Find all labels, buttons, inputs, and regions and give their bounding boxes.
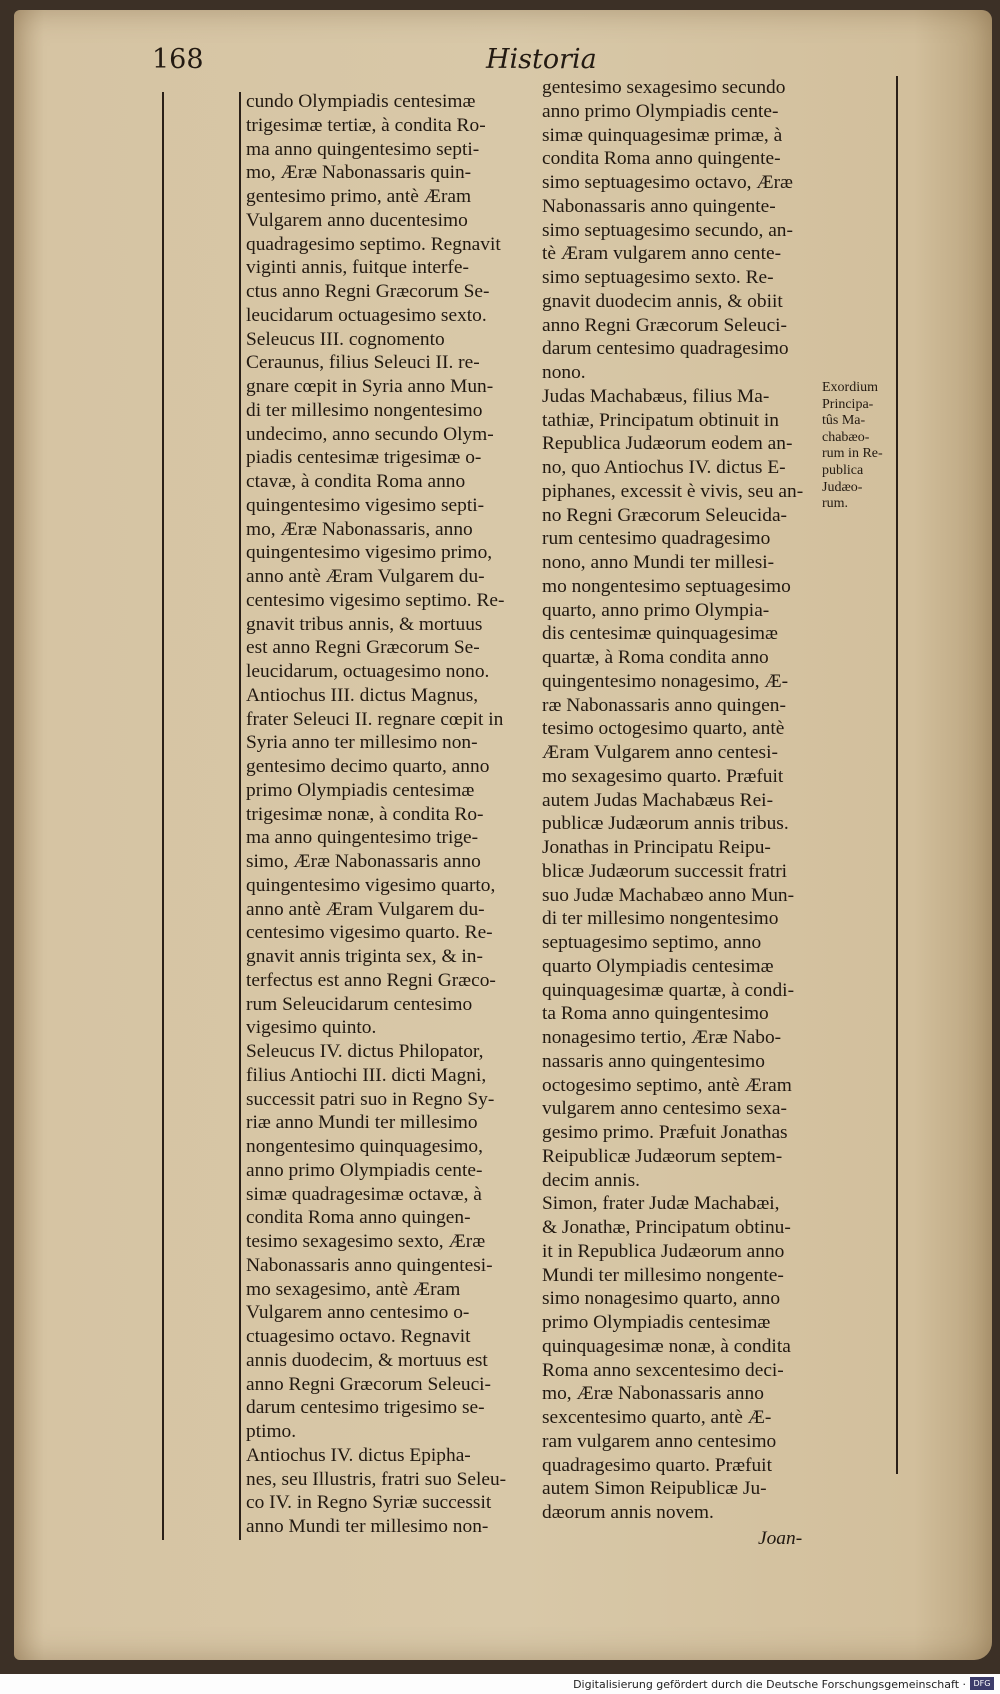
text-line: annis duodecim, & mortuus est: [246, 1349, 488, 1371]
text-line: simæ quadragesimæ octavæ, à: [246, 1183, 482, 1205]
catchword: Joan-: [758, 1528, 803, 1549]
text-line: gentesimo decimo quarto, anno: [246, 756, 490, 777]
text-line: riæ anno Mundi ter millesimo: [246, 1112, 478, 1134]
text-line: est anno Regni Græcorum Se-: [246, 637, 480, 659]
text-line: autem Judas Machabæus Rei-: [542, 789, 774, 811]
text-line: anno Regni Græcorum Seleuci-: [246, 1373, 492, 1395]
text-line: simo septuagesimo sexto. Re-: [542, 267, 774, 288]
text-line: nono.: [542, 362, 586, 383]
text-line: ctuagesimo octavo. Regnavit: [246, 1326, 471, 1347]
text-line: simo nonagesimo quarto, anno: [542, 1288, 781, 1310]
text-line: gnavit duodecim annis, & obiit: [542, 290, 783, 312]
text-line: gnare cœpit in Syria anno Mun-: [246, 376, 494, 397]
text-line: co IV. in Regno Syriæ successit: [246, 1492, 492, 1514]
text-line: simo, Æræ Nabonassaris anno: [246, 851, 481, 872]
text-line: Syria anno ter millesimo non-: [246, 732, 478, 754]
text-line: octogesimo septimo, antè Æram: [542, 1074, 792, 1096]
text-line: dæorum annis novem.: [542, 1502, 714, 1523]
text-line: leucidarum, octuagesimo nono.: [246, 661, 490, 682]
text-line: nes, seu Illustris, fratri suo Seleu-: [246, 1468, 507, 1490]
text-line: Judas Machabæus, filius Ma-: [542, 385, 770, 407]
left-column-rule-inner: [239, 92, 241, 1540]
text-line: septuagesimo septimo, anno: [542, 932, 762, 953]
text-column-left: [246, 90, 520, 1539]
text-line: dis centesimæ quinquagesimæ: [542, 623, 778, 645]
text-line: anno primo Olympiadis cente-: [246, 1159, 483, 1181]
text-line: piadis centesimæ trigesimæ o-: [246, 447, 482, 469]
text-line: gesimo primo. Præfuit Jonathas: [542, 1122, 788, 1143]
text-line: Vulgarem anno centesimo o-: [246, 1302, 470, 1324]
text-line: darum centesimo quadragesimo: [542, 338, 789, 360]
text-line: blicæ Judæorum successit fratri: [542, 860, 788, 882]
text-line: simo septuagesimo octavo, Æræ: [542, 172, 793, 193]
text-line: quinquagesimæ nonæ, à condita: [542, 1335, 791, 1357]
text-line: anno antè Æram Vulgarem du-: [246, 898, 485, 920]
text-line: publicæ Judæorum annis tribus.: [542, 813, 789, 835]
text-line: filius Antiochi III. dicti Magni,: [246, 1064, 487, 1086]
text-line: decim annis.: [542, 1169, 641, 1191]
text-line: nongentesimo quinquagesimo,: [246, 1136, 483, 1157]
text-line: quartæ, à Roma condita anno: [542, 647, 769, 668]
footer-bar: [0, 1674, 1000, 1694]
text-line: tathiæ, Principatum obtinuit in: [542, 409, 779, 431]
text-line: mo, Æræ Nabonassaris quin-: [246, 162, 472, 184]
text-line: Nabonassaris anno quingente-: [542, 195, 776, 217]
text-line: anno Mundi ter millesimo non-: [246, 1516, 489, 1537]
text-line: trigesimæ nonæ, à condita Ro-: [246, 803, 484, 825]
marginal-note-line: publica: [822, 462, 864, 478]
marginal-note: [822, 380, 898, 513]
text-line: quarto, anno primo Olympia-: [542, 599, 770, 621]
text-line: suo Judæ Machabæo anno Mun-: [542, 884, 795, 906]
text-line: mo sexagesimo, antè Æram: [246, 1278, 461, 1300]
text-line: sexcentesimo quarto, antè Æ-: [542, 1407, 772, 1428]
text-line: mo, Æræ Nabonassaris anno: [542, 1383, 764, 1405]
marginal-note-line: rum in Re-: [822, 446, 883, 462]
dfg-logo: DFG: [970, 1677, 994, 1690]
text-line: Republica Judæorum eodem an-: [542, 433, 793, 455]
marginal-note-line: tûs Ma-: [822, 413, 866, 429]
text-line: terfectus est anno Regni Græco-: [246, 969, 496, 991]
text-line: gentesimo sexagesimo secundo: [542, 77, 786, 98]
text-line: leucidarum octuagesimo sexto.: [246, 304, 487, 326]
text-line: simæ quinquagesimæ primæ, à: [542, 124, 783, 146]
text-line: Antiochus III. dictus Magnus,: [246, 684, 479, 706]
running-title: Historia: [486, 44, 597, 75]
text-line: quinquagesimæ quartæ, à condi-: [542, 979, 795, 1001]
text-line: primo Olympiadis centesimæ: [542, 1312, 771, 1333]
text-line: no Regni Græcorum Seleucida-: [542, 504, 788, 526]
text-line: frater Seleuci II. regnare cœpit in: [246, 708, 504, 730]
text-line: it in Republica Judæorum anno: [542, 1240, 785, 1262]
text-line: successit patri suo in Regno Sy-: [246, 1088, 495, 1110]
text-line: quingentesimo nonagesimo, Æ-: [542, 670, 789, 692]
footer-credit: Digitalisierung gefördert durch die Deutsche Forschungsgemeinschaft ·: [573, 1678, 966, 1691]
text-line: quarto Olympiadis centesimæ: [542, 955, 774, 977]
text-line: gentesimo primo, antè Æram: [246, 186, 472, 207]
text-line: tè Æram vulgarem anno cente-: [542, 243, 782, 265]
text-line: Seleucus III. cognomento: [246, 328, 445, 350]
text-line: quingentesimo vigesimo septi-: [246, 494, 485, 516]
text-line: trigesimæ tertiæ, à condita Ro-: [246, 114, 486, 136]
text-line: mo, Æræ Nabonassaris, anno: [246, 518, 473, 540]
text-line: Nabonassaris anno quingentesi-: [246, 1254, 493, 1276]
text-line: Antiochus IV. dictus Epipha-: [246, 1444, 471, 1466]
text-line: rum centesimo quadragesimo: [542, 528, 771, 550]
right-margin-rule: [896, 76, 898, 1474]
text-line: mo sexagesimo quarto. Præfuit: [542, 765, 784, 787]
text-line: nonagesimo tertio, Æræ Nabo-: [542, 1027, 782, 1048]
text-line: quingentesimo vigesimo primo,: [246, 542, 493, 564]
marginal-note-line: Principa-: [822, 396, 874, 412]
text-line: quadragesimo quarto. Præfuit: [542, 1454, 772, 1476]
text-line: Simon, frater Judæ Machabæi,: [542, 1193, 780, 1215]
text-line: ptimo.: [246, 1421, 297, 1442]
text-line: Roma anno sexcentesimo deci-: [542, 1359, 784, 1381]
text-line: ma anno quingentesimo trige-: [246, 827, 479, 849]
text-line: viginti annis, fuitque interfe-: [246, 257, 469, 279]
text-line: vigesimo quinto.: [246, 1017, 377, 1039]
text-line: ctavæ, à condita Roma anno: [246, 471, 466, 492]
text-line: anno antè Æram Vulgarem du-: [246, 566, 485, 587]
text-line: anno primo Olympiadis cente-: [542, 100, 779, 122]
text-line: undecimo, anno secundo Olym-: [246, 423, 494, 445]
text-line: ræ Nabonassaris anno quingen-: [542, 694, 786, 716]
text-line: vulgarem anno centesimo sexa-: [542, 1098, 787, 1120]
text-line: ctus anno Regni Græcorum Se-: [246, 281, 490, 302]
text-line: centesimo vigesimo quarto. Re-: [246, 922, 493, 944]
marginal-note-line: Judæo-: [822, 479, 863, 495]
text-line: di ter millesimo nongentesimo: [542, 908, 779, 930]
text-line: nassaris anno quingentesimo: [542, 1050, 765, 1072]
marginal-note-line: Exordium: [822, 380, 878, 395]
text-line: condita Roma anno quingen-: [246, 1207, 471, 1229]
text-line: gnavit tribus annis, & mortuus: [246, 613, 483, 635]
text-line: tesimo octogesimo quarto, antè: [542, 718, 785, 740]
marginal-note-line: rum.: [822, 496, 849, 512]
text-line: Ceraunus, filius Seleuci II. re-: [246, 352, 480, 374]
text-line: Seleucus IV. dictus Philopator,: [246, 1041, 484, 1062]
text-line: gnavit annis triginta sex, & in-: [246, 946, 483, 967]
text-line: Reipublicæ Judæorum septem-: [542, 1145, 783, 1167]
text-line: centesimo vigesimo septimo. Re-: [246, 589, 505, 611]
text-line: ram vulgarem anno centesimo: [542, 1430, 777, 1452]
text-line: darum centesimo trigesimo se-: [246, 1397, 485, 1419]
text-column-right: [542, 76, 820, 1525]
text-line: nono, anno Mundi ter millesi-: [542, 552, 775, 573]
marginal-note-line: chabæo-: [822, 429, 870, 445]
text-line: Jonathas in Principatu Reipu-: [542, 837, 771, 858]
text-line: no, quo Antiochus IV. dictus E-: [542, 457, 786, 478]
text-line: Æram Vulgarem anno centesi-: [542, 742, 778, 763]
text-line: anno Regni Græcorum Seleuci-: [542, 314, 788, 336]
text-line: quingentesimo vigesimo quarto,: [246, 874, 496, 896]
text-line: tesimo sexagesimo sexto, Æræ: [246, 1231, 486, 1252]
text-line: condita Roma anno quingente-: [542, 148, 781, 170]
page-number: 168: [152, 44, 204, 75]
text-line: rum Seleucidarum centesimo: [246, 993, 473, 1015]
text-line: piphanes, excessit è vivis, seu an-: [542, 480, 804, 502]
text-line: simo septuagesimo secundo, an-: [542, 219, 793, 241]
text-line: ma anno quingentesimo septi-: [246, 138, 480, 160]
text-line: primo Olympiadis centesimæ: [246, 779, 475, 801]
text-line: Vulgarem anno ducentesimo: [246, 209, 468, 231]
left-column-rule: [162, 92, 164, 1540]
text-line: quadragesimo septimo. Regnavit: [246, 233, 501, 255]
text-line: ta Roma anno quingentesimo: [542, 1003, 769, 1025]
text-line: Mundi ter millesimo nongente-: [542, 1264, 784, 1286]
text-line: cundo Olympiadis centesimæ: [246, 91, 476, 112]
text-line: & Jonathæ, Principatum obtinu-: [542, 1217, 791, 1238]
text-line: di ter millesimo nongentesimo: [246, 399, 483, 421]
text-line: autem Simon Reipublicæ Ju-: [542, 1478, 767, 1500]
text-line: mo nongentesimo septuagesimo: [542, 575, 791, 597]
